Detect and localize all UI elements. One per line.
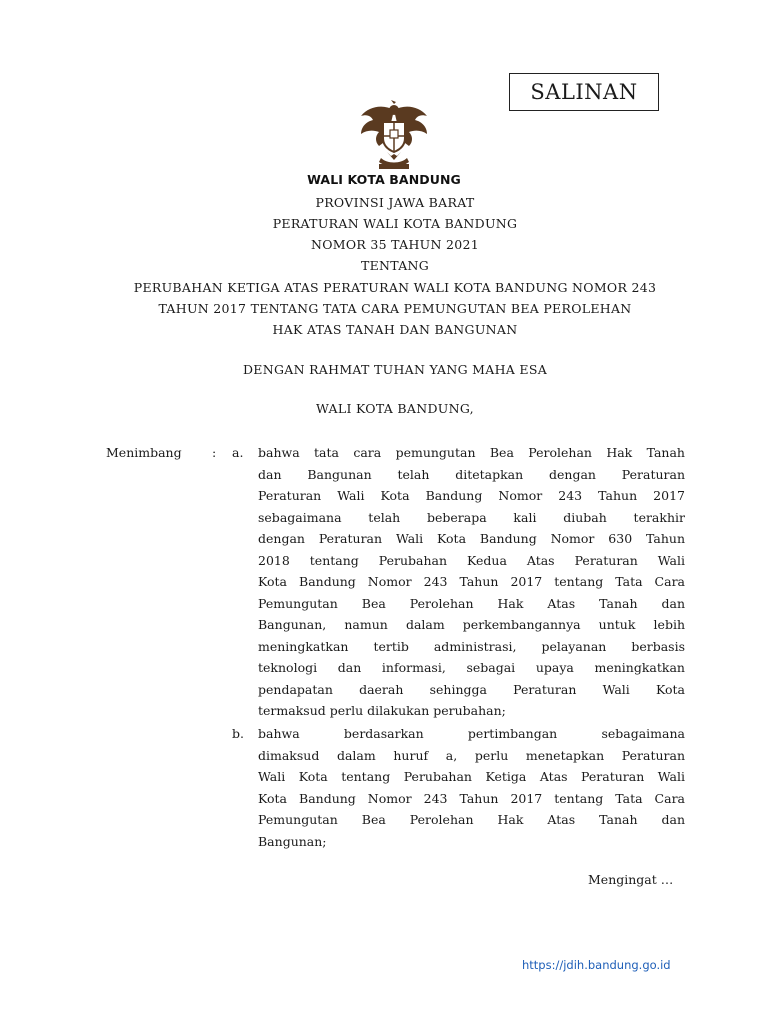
paragraph-line: 2018 tentang Perubahan Kedua Atas Peraturan Wali: [258, 552, 685, 568]
jdih-link[interactable]: https://jdih.bandung.go.id: [522, 958, 671, 972]
paragraph-line: Pemungutan Bea Perolehan Hak Atas Tanah dan: [258, 812, 685, 827]
paragraph-line: bahwa berdasarkan pertimbangan sebagaimana: [258, 726, 685, 741]
title-line: HAK ATAS TANAH DAN BANGUNAN: [272, 322, 518, 337]
province-line: PROVINSI JAWA BARAT: [315, 195, 475, 210]
paragraph-line: dengan Peraturan Wali Kota Bandung Nomor 630 Tahun: [258, 531, 685, 546]
next-page-catchword: Mengingat …: [588, 872, 674, 887]
paragraph-line: Pemungutan Bea Perolehan Hak Atas Tanah dan: [258, 595, 685, 611]
salinan-stamp: SALINAN: [509, 73, 659, 111]
garuda-emblem-icon: [355, 100, 433, 172]
paragraph-line: Peraturan Wali Kota Bandung Nomor 243 Tahun 2017: [258, 488, 685, 503]
paragraph-line: Bangunan, namun dalam perkembangannya untuk lebih: [258, 617, 685, 632]
brand-wordmark: WALI KOTA BANDUNG: [307, 172, 461, 187]
number-line: NOMOR 35 TAHUN 2021: [310, 237, 480, 252]
paragraph-line: pendapatan daerah sehingga Peraturan Wali Kota: [258, 681, 685, 697]
about-line: TENTANG: [360, 258, 430, 273]
official-line: WALI KOTA BANDUNG,: [316, 401, 474, 416]
paragraph-line: Wali Kota tentang Perubahan Ketiga Atas Peraturan Wali: [258, 769, 685, 784]
paragraph-line: termaksud perlu dilakukan perubahan;: [258, 703, 506, 718]
paragraph-line: dimaksud dalam huruf a, perlu menetapkan Peraturan: [258, 747, 685, 763]
paragraph-line: sebagaimana telah beberapa kali diubah terakhir: [258, 509, 685, 525]
considering-label: Menimbang: [106, 445, 182, 460]
paragraph-line: Kota Bandung Nomor 243 Tahun 2017 tentang Tata Cara: [258, 574, 685, 589]
paragraph-line: teknologi dan informasi, sebagai upaya meningkatkan: [258, 660, 685, 675]
consideration-a: [258, 442, 685, 722]
paragraph-line: dan Bangunan telah ditetapkan dengan Peraturan: [258, 466, 685, 482]
regulation-line: PERATURAN WALI KOTA BANDUNG: [272, 216, 518, 231]
paragraph-line: Bangunan;: [258, 833, 327, 849]
considering-colon: :: [212, 445, 217, 460]
blessing-line: DENGAN RAHMAT TUHAN YANG MAHA ESA: [242, 362, 548, 377]
item-marker-a: a.: [232, 445, 244, 460]
paragraph-line: bahwa tata cara pemungutan Bea Perolehan Hak Tanah: [258, 445, 685, 460]
title-line: PERUBAHAN KETIGA ATAS PERATURAN WALI KOTA BANDUNG NOMOR 243: [133, 280, 657, 295]
paragraph-line: Kota Bandung Nomor 243 Tahun 2017 tentang Tata Cara: [258, 790, 685, 806]
item-marker-b: b.: [232, 726, 244, 741]
title-line: TAHUN 2017 TENTANG TATA CARA PEMUNGUTAN BEA PEROLEHAN: [158, 301, 632, 316]
consideration-b: [258, 723, 685, 852]
paragraph-line: meningkatkan tertib administrasi, pelayanan berbasis: [258, 638, 685, 654]
